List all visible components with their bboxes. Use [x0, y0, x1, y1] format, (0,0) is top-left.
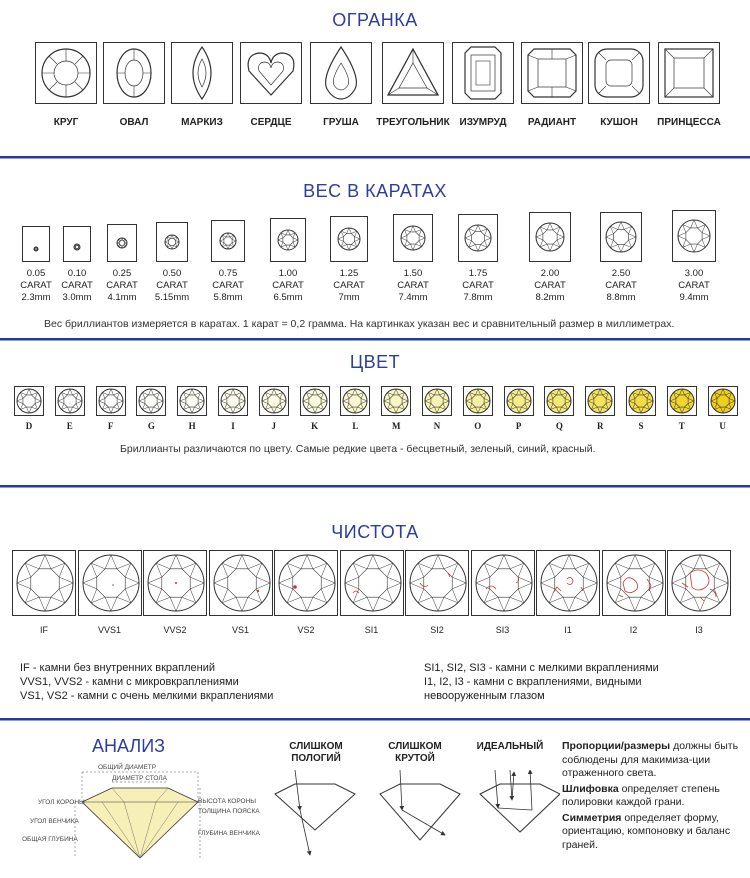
total-diameter-label: ОБЩИЙ ДИАМЕТР: [98, 764, 157, 771]
color-grade-label: P: [515, 421, 522, 431]
clarity-grade-label: I2: [629, 625, 638, 635]
diamond-icon: [341, 387, 369, 420]
carat-size: 7.4mm: [398, 292, 428, 303]
color-grade-label: M: [391, 421, 401, 431]
girdle-thickness-label: ТОЛЩИНА ПОЯСКА: [198, 808, 260, 815]
carat-label: [198, 268, 258, 304]
cut-shape-box: [310, 42, 372, 104]
diamond-icon: [218, 231, 238, 251]
color-grade-label: T: [678, 421, 685, 431]
carat-weight: 1.75: [468, 268, 488, 279]
case-too-deep-label: [375, 741, 455, 765]
diamond-icon: [277, 553, 339, 618]
carat-box: [529, 212, 571, 262]
clarity-grade-label: I3: [695, 625, 703, 635]
diamond-icon: [81, 553, 143, 618]
polish-bold: Шлифовка: [562, 782, 619, 795]
clarity-grade-box: [471, 550, 535, 616]
diamond-icon: [399, 224, 427, 252]
color-grade-box: [136, 386, 166, 416]
proportions-bold: Пропорции/размеры: [562, 740, 671, 752]
diamond-icon: [627, 387, 655, 420]
marquise-icon: [172, 90, 232, 107]
carat-size: 2.3mm: [21, 292, 51, 303]
color-grade-label: G: [147, 421, 155, 431]
diamond-icon: [709, 387, 737, 420]
carat-weight: 0.50: [162, 268, 182, 279]
color-grade-box: [381, 386, 411, 416]
clarity-title: ЧИСТОТА: [331, 522, 419, 542]
oval-icon: [104, 90, 164, 107]
section-divider: [0, 338, 750, 341]
diamond-icon: [604, 220, 638, 254]
carat-size: 8.8mm: [606, 292, 636, 303]
diamond-icon: [163, 233, 181, 251]
analysis-title: АНАЛИЗ: [92, 736, 166, 756]
carat-unit: CARAT: [678, 280, 710, 291]
carat-box: [672, 210, 716, 262]
carat-box: [600, 212, 642, 262]
proportions-text: [562, 740, 748, 852]
color-grade-label: J: [271, 421, 277, 431]
carat-unit: CARAT: [156, 280, 188, 291]
diamond-icon: [382, 387, 410, 420]
cut-shape-box: [171, 42, 233, 104]
color-grade-label: N: [433, 421, 441, 431]
section-divider: [0, 718, 750, 721]
color-grade-label: L: [352, 421, 359, 431]
triangle-icon: [383, 90, 443, 107]
carat-unit: CARAT: [462, 280, 494, 291]
case-line: ПОЛОГИЙ: [291, 753, 341, 764]
carat-size: 7.8mm: [463, 292, 493, 303]
carat-box: [270, 218, 306, 262]
diamond-icon: [505, 387, 533, 420]
carat-unit: CARAT: [534, 280, 566, 291]
carat-unit: CARAT: [20, 280, 52, 291]
diamond-icon: [464, 387, 492, 420]
carat-label: [591, 268, 651, 304]
diamond-icon: [97, 387, 125, 420]
case-line: СЛИШКОМ: [289, 741, 343, 752]
color-grade-box: [708, 386, 738, 416]
clarity-grade-box: [209, 550, 273, 616]
diamond-icon: [301, 387, 329, 420]
diamond-icon: [178, 387, 206, 420]
clarity-grade-box: [340, 550, 404, 616]
carat-box: [63, 226, 91, 262]
diamond-icon: [56, 387, 84, 420]
round-icon: [36, 90, 96, 107]
clarity-grade-box: [667, 550, 731, 616]
carat-box: [156, 222, 188, 262]
diamond-icon: [137, 387, 165, 420]
cut-shape-box: [103, 42, 165, 104]
color-grade-box: [544, 386, 574, 416]
diamond-icon: [586, 387, 614, 420]
clarity-grade-label: I1: [564, 625, 572, 635]
clarity-grade-label: SI2: [430, 625, 444, 635]
clarity-grade-label: VS2: [297, 625, 315, 635]
color-grade-label: U: [719, 421, 726, 431]
diamond-icon: [336, 226, 362, 252]
carat-box: [458, 214, 498, 262]
carat-label: [383, 268, 443, 304]
carat-note: Вес бриллиантов измеряется в каратах. 1 карат = 0,2 грамма. На картинках указан вес и сравнительный размер в миллиметрах.: [44, 318, 675, 330]
carat-label: [258, 268, 318, 304]
polish-rest: определяет степень полировки каждой грани.: [562, 782, 720, 808]
color-grade-box: [177, 386, 207, 416]
clarity-notes-left: [20, 661, 273, 703]
diamond-icon: [670, 553, 732, 618]
color-grade-label: I: [231, 421, 235, 431]
diamond-icon: [15, 387, 43, 420]
symmetry-bold: Симметрия: [562, 811, 622, 824]
cut-shape-box: [35, 42, 97, 104]
color-grade-box: [340, 386, 370, 416]
color-grade-box: [626, 386, 656, 416]
diamond-icon: [545, 387, 573, 420]
color-grade-box: [96, 386, 126, 416]
pavilion-depth-label: ГЛУБИНА ВЕНЧИКА: [198, 830, 260, 837]
diamond-icon: [343, 553, 405, 618]
clarity-grade-label: VVS1: [97, 625, 121, 635]
cut-shape-label: ТРЕУГОЛЬНИК: [376, 117, 450, 128]
diamond-icon: [605, 553, 667, 618]
table-diameter-label: ДИАМЕТР СТОЛА: [112, 775, 168, 782]
carat-size: 9.4mm: [679, 292, 709, 303]
light-paths-diagram: [270, 770, 560, 870]
color-grade-label: H: [188, 421, 196, 431]
color-grade-box: [259, 386, 289, 416]
diamond-icon: [219, 387, 247, 420]
color-grade-box: [300, 386, 330, 416]
heart-icon: [241, 90, 301, 107]
diamond-icon: [676, 218, 712, 254]
pavilion-angle-label: УГОЛ ВЕНЧИКА: [30, 818, 79, 825]
color-grade-label: E: [66, 421, 73, 431]
case-line: КРУТОЙ: [395, 753, 435, 764]
radiant-icon: [522, 90, 582, 107]
diamond-icon: [539, 553, 601, 618]
clarity-note: VVS1, VVS2 - камни с микровкраплениями: [20, 676, 239, 688]
carat-weight: 1.25: [339, 268, 359, 279]
diamond-icon: [423, 387, 451, 420]
carat-weight: 0.10: [67, 268, 87, 279]
symmetry-rest: определяет форму, ориентацию, компоновку и баланс граней.: [562, 811, 731, 851]
diamond-icon: [15, 553, 77, 618]
cut-shape-box: [658, 42, 720, 104]
color-grade-box: [422, 386, 452, 416]
carat-weight: 1.00: [278, 268, 298, 279]
total-depth-label: ОБЩАЯ ГЛУБИНА: [22, 836, 78, 843]
case-line: ИДЕАЛЬНЫЙ: [476, 741, 544, 752]
case-ideal-label: [470, 741, 550, 753]
diamond-icon: [668, 387, 696, 420]
clarity-note: SI1, SI2, SI3 - камни с мелкими вкраплениями: [424, 662, 659, 674]
color-grade-box: [504, 386, 534, 416]
diamond-icon: [260, 387, 288, 420]
carat-box: [393, 214, 433, 262]
carat-label: [664, 268, 724, 304]
diamond-icon: [408, 553, 470, 618]
carat-size: 8.2mm: [535, 292, 565, 303]
carat-weight: 2.50: [611, 268, 631, 279]
color-grade-box: [218, 386, 248, 416]
clarity-notes-right: [424, 661, 659, 703]
cut-shape-label: ПРИНЦЕССА: [657, 117, 721, 128]
clarity-grade-box: [78, 550, 142, 616]
carat-unit: CARAT: [397, 280, 429, 291]
case-line: СЛИШКОМ: [388, 741, 442, 752]
carat-label: [520, 268, 580, 304]
carat-unit: CARAT: [605, 280, 637, 291]
clarity-note: IF - камни без внутренних вкраплений: [20, 662, 216, 674]
carat-unit: CARAT: [61, 280, 93, 291]
clarity-note: VS1, VS2 - камни с очень мелкими вкраплениями: [20, 690, 274, 702]
clarity-grade-label: IF: [40, 625, 48, 635]
carat-weight: 0.25: [112, 268, 132, 279]
carat-size: 6.5mm: [273, 292, 303, 303]
color-grade-box: [55, 386, 85, 416]
color-grade-label: S: [638, 421, 644, 431]
color-grade-label: O: [474, 421, 482, 431]
carat-unit: CARAT: [272, 280, 304, 291]
proportions-rest: должны быть соблюдены для макимиза-ции отраженного света.: [562, 740, 739, 779]
cut-shape-box: [452, 42, 514, 104]
crown-height-label: ВЫСОТА КОРОНЫ: [198, 798, 257, 805]
color-grade-label: K: [311, 421, 319, 431]
clarity-grade-box: [602, 550, 666, 616]
clarity-note: I1, I2, I3 - камни с вкраплениями, видными: [424, 676, 642, 688]
clarity-grade-box: [405, 550, 469, 616]
diamond-icon: [72, 239, 82, 249]
diamond-icon: [474, 553, 536, 618]
clarity-grade-label: VVS2: [163, 625, 187, 635]
carat-box: [211, 220, 245, 262]
color-grade-box: [14, 386, 44, 416]
color-grade-box: [585, 386, 615, 416]
clarity-grade-label: SI3: [495, 625, 510, 635]
carat-box: [22, 226, 50, 262]
carat-unit: CARAT: [333, 280, 365, 291]
color-grade-label: F: [107, 421, 114, 431]
carat-box: [107, 224, 137, 262]
cut-shape-label: СЕРДЦЕ: [250, 117, 292, 128]
clarity-grade-box: [536, 550, 600, 616]
carat-unit: CARAT: [212, 280, 244, 291]
crown-angle-label: УГОЛ КОРОНЫ: [38, 799, 85, 806]
diamond-icon: [463, 223, 493, 253]
cut-shape-label: МАРКИЗ: [181, 117, 223, 128]
diamond-icon: [115, 236, 129, 250]
princess-icon: [659, 90, 719, 107]
carat-weight: 1.50: [403, 268, 423, 279]
diamond-icon: [146, 553, 208, 618]
cut-shape-box: [240, 42, 302, 104]
pear-icon: [311, 90, 371, 107]
cut-shape-label: ИЗУМРУД: [459, 117, 507, 128]
clarity-note: невооруженным глазом: [424, 690, 545, 702]
diamond-icon: [276, 228, 300, 252]
cut-shape-label: РАДИАНТ: [527, 117, 577, 128]
clarity-grade-box: [274, 550, 338, 616]
clarity-grade-box: [12, 550, 76, 616]
cut-shape-box: [588, 42, 650, 104]
clarity-grade-label: SI1: [364, 625, 379, 635]
color-title: ЦВЕТ: [349, 352, 401, 372]
clarity-grade-box: [143, 550, 207, 616]
cut-shape-box: [521, 42, 583, 104]
section-divider: [0, 485, 750, 488]
carat-label: [319, 268, 379, 304]
diamond-icon: [534, 221, 566, 253]
carat-title: ВЕС В КАРАТАХ: [303, 181, 447, 201]
carat-box: [330, 216, 368, 262]
carat-size: 7mm: [338, 292, 360, 303]
diamond-icon: [32, 240, 40, 248]
carat-size: 5.8mm: [213, 292, 243, 303]
clarity-grade-label: VS1: [231, 625, 249, 635]
cushion-icon: [589, 90, 649, 107]
color-note: Бриллианты различаются по цвету. Самые редкие цвета - бесцветный, зеленый, синий, красный.: [120, 443, 596, 455]
carat-size: 5.15mm: [154, 292, 190, 303]
cut-shape-label: КРУГ: [53, 117, 79, 128]
carat-label: [448, 268, 508, 304]
carat-label: [142, 268, 202, 304]
case-too-shallow-label: [276, 741, 356, 765]
color-grade-box: [463, 386, 493, 416]
emerald-icon: [453, 90, 513, 107]
carat-size: 3.0mm: [62, 292, 92, 303]
diamond-icon: [212, 553, 274, 618]
carat-size: 4.1mm: [107, 292, 137, 303]
cut-shape-label: ОВАЛ: [119, 117, 149, 128]
carat-weight: 2.00: [540, 268, 560, 279]
color-grade-label: Q: [555, 421, 563, 431]
color-grade-label: D: [25, 421, 33, 431]
color-grade-box: [667, 386, 697, 416]
cut-shape-label: КУШОН: [600, 117, 638, 128]
section-divider: [0, 156, 750, 159]
carat-weight: 0.05: [26, 268, 46, 279]
carat-weight: 3.00: [684, 268, 704, 279]
color-grade-label: R: [596, 421, 604, 431]
carat-unit: CARAT: [106, 280, 138, 291]
carat-weight: 0.75: [218, 268, 238, 279]
cut-shape-label: ГРУША: [323, 117, 359, 128]
cut-title: ОГРАНКА: [332, 10, 418, 30]
cut-shape-box: [382, 42, 444, 104]
